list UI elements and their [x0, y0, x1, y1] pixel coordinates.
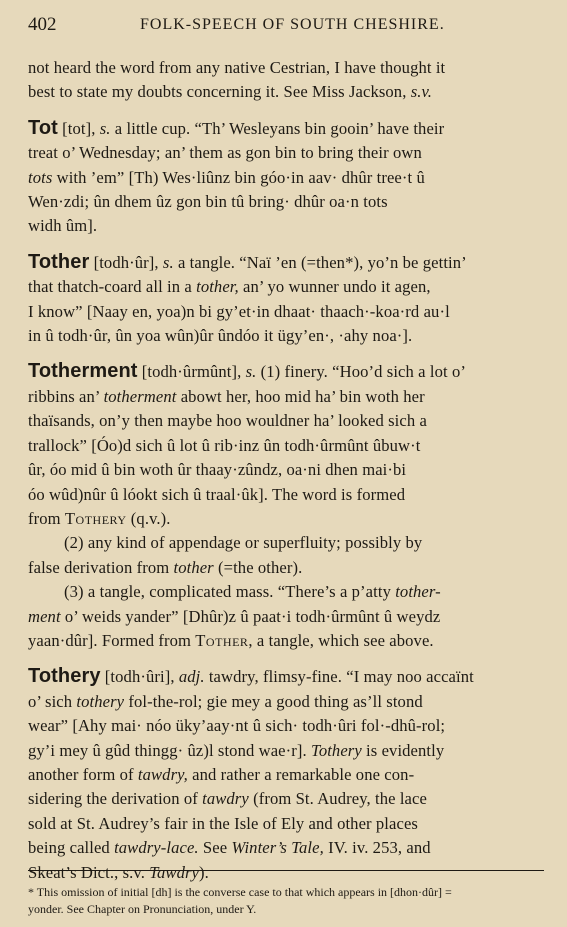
text-line: being called: [28, 838, 115, 858]
entry-totherment: [28, 359, 548, 531]
text-line: I know” [Naay en, yoa)n bi gy’et·in dhaat· thaach·-koa·rd au·l: [28, 301, 450, 321]
headword: Tot: [28, 116, 58, 139]
running-title: FOLK-SPEECH OF SOUTH CHESHIRE.: [140, 16, 445, 33]
small-caps-text: Tothery: [64, 508, 127, 528]
italic-text: tawdry: [202, 789, 249, 809]
text-line: and rather a remarkable one con-: [187, 764, 415, 784]
text-line: o’ sich: [28, 691, 77, 711]
text-line: (2) any kind of appendage or superfluity; possibly by: [64, 533, 423, 553]
page-number: 402: [28, 14, 57, 35]
italic-text: s.: [245, 362, 257, 382]
page-header: [28, 14, 548, 38]
footnote: [28, 884, 548, 918]
text-line: [todh·ûrmûnt],: [137, 362, 246, 382]
italic-text: tother-: [395, 582, 441, 602]
text-line: an’ yo wunner undo it agen,: [238, 277, 431, 297]
text-line: not heard the word from any native Cestrian, I have thought it: [28, 58, 446, 77]
text-line: in û todh·ûr, ûn yoa wûn)ûr ûndóo it ügy’en·, ·ahy noa·].: [28, 326, 413, 346]
italic-text: s.: [99, 118, 111, 138]
text-line: that thatch-coard all in a: [28, 277, 197, 297]
italic-text: s.v.: [410, 82, 432, 102]
text-line: ).: [199, 862, 209, 882]
italic-text: tawdry,: [137, 764, 188, 784]
entry-tother: [28, 250, 548, 349]
entry-tothery: [28, 664, 548, 885]
italic-text: adj.: [178, 667, 205, 687]
italic-text: Winter’s Tale,: [231, 838, 324, 858]
text-line: See: [198, 838, 232, 858]
italic-text: tother: [173, 557, 214, 577]
text-line: o’ weids yander” [Dhûr)z û paat·i todh·ûrmûnt û weydz: [60, 606, 441, 626]
text-line: [todh·ûri],: [100, 667, 179, 687]
intro-paragraph: [28, 56, 548, 105]
text-line: [tot],: [57, 118, 100, 138]
text-line: (from St. Audrey, the lace: [248, 789, 427, 809]
text-line: Skeat’s Dict., s.v.: [28, 862, 150, 882]
text-line: abowt her, hoo mid ha’ bin woth her: [176, 386, 425, 406]
text-line: gy’i mey û gûd thingg· ûz)l stond wae·r].: [28, 740, 312, 760]
italic-text: tots: [28, 167, 53, 187]
text-line: ûr, óo mid û bin woth ûr thaay·zûndz, oa·ni dhen mai·bi: [28, 460, 407, 480]
italic-text: s.: [162, 252, 174, 272]
text-line: óo wûd)nûr û lóokt sich û traal·ûk]. The word is formed: [28, 484, 406, 504]
headword: Tothery: [28, 665, 101, 688]
text-line: trallock” [Óo)d sich û lot û rib·inz ûn todh·ûrmûnt ûbuw·t: [28, 435, 421, 455]
text-line: (1) finery. “Hoo’d sich a lot o’: [256, 362, 466, 382]
small-caps-text: Tother: [195, 630, 249, 650]
footnote-line: * This omission of initial [dh] is the converse case to that which appears in [dhon·dûr] =: [28, 885, 452, 899]
sense-3: [28, 580, 548, 653]
text-line: fol-the-rol; gie mey a good thing as’ll stond: [124, 691, 423, 711]
footnote-line: yonder. See Chapter on Pronunciation, under Y.: [28, 902, 257, 916]
text-line: , a tangle, which see above.: [248, 630, 434, 650]
text-line: treat o’ Wednesday; an’ them as gon bin to bring their own: [28, 143, 422, 163]
text-line: (=the other).: [213, 557, 303, 577]
italic-text: Tothery: [311, 740, 362, 760]
text-line: widh ûm].: [28, 216, 98, 236]
italic-text: totherment: [103, 386, 177, 406]
text-line: a tangle. “Naï ’en (=then*), yo’n be gettin’: [173, 252, 467, 272]
text-line: sold at St. Audrey’s fair in the Isle of Ely and other places: [28, 813, 418, 833]
text-line: best to state my doubts concerning it. See Miss Jackson,: [28, 82, 411, 102]
italic-text: ment: [28, 606, 61, 626]
text-line: (q.v.).: [126, 508, 171, 528]
text-line: ribbins an’: [28, 386, 104, 406]
italic-text: tother,: [196, 277, 239, 297]
italic-text: Tawdry: [149, 862, 200, 882]
footnote-divider: [28, 870, 544, 871]
italic-text: tothery: [76, 691, 125, 711]
text-line: IV. iv. 253, and: [323, 838, 431, 858]
text-line: (3) a tangle, complicated mass. “There’s a p’atty: [64, 582, 396, 602]
text-line: sidering the derivation of: [28, 789, 203, 809]
italic-text: tawdry-lace.: [114, 838, 199, 858]
text-line: tawdry, flimsy-fine. “I may noo accaïnt: [204, 667, 474, 687]
text-line: another form of: [28, 764, 138, 784]
headword: Tother: [28, 250, 90, 273]
headword: Totherment: [28, 360, 138, 383]
text-line: thaïsands, on’y then maybe hoo wouldner ha’ looked sich a: [28, 411, 427, 431]
body-text: [28, 56, 548, 885]
sense-2: [28, 531, 548, 580]
text-line: from: [28, 508, 65, 528]
text-line: yaan·dûr]. Formed from: [28, 630, 196, 650]
text-line: [todh·ûr],: [89, 252, 163, 272]
text-line: is evidently: [361, 740, 445, 760]
entry-tot: [28, 116, 548, 239]
text-line: Wen·zdi; ûn dhem ûz gon bin tû bring· dhûr oa·n tots: [28, 192, 388, 212]
text-line: false derivation from: [28, 557, 174, 577]
text-line: a little cup. “Th’ Wesleyans bin gooin’ have their: [110, 118, 445, 138]
text-line: wear” [Ahy mai· nóo üky’aay·nt û sich· todh·ûri fol·-dhû-rol;: [28, 716, 446, 736]
text-line: with ’em” [Th) Wes·liûnz bin góo·in aav· dhûr tree·t û: [52, 167, 425, 187]
